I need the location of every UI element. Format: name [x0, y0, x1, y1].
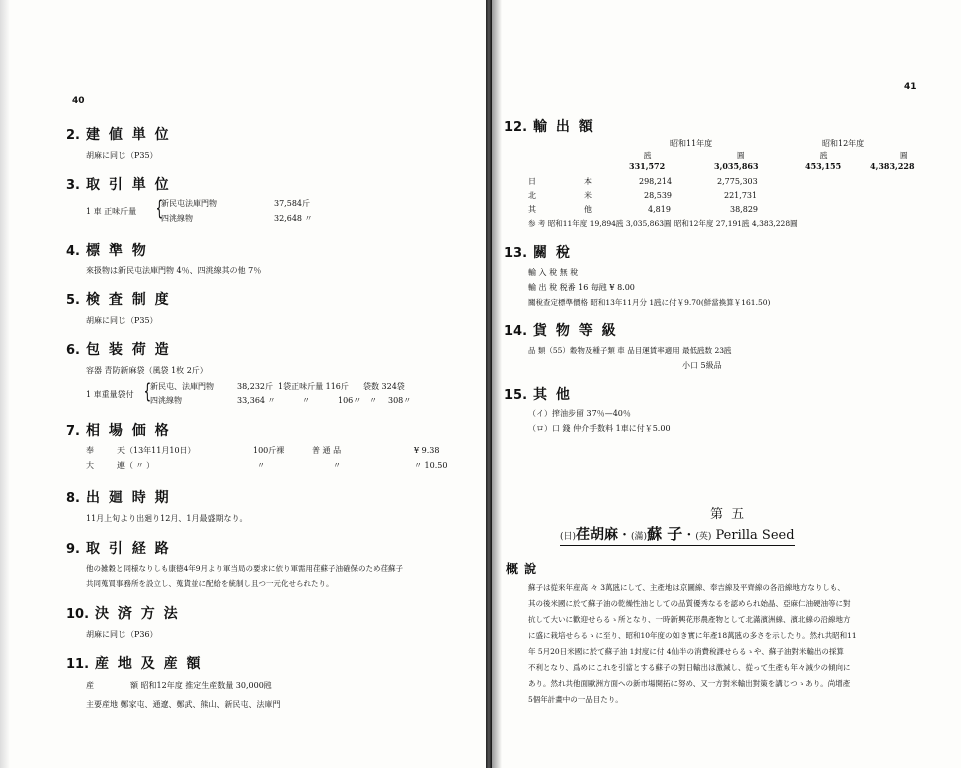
section-text: （イ）搾油步留 37％—40％ — [528, 409, 631, 418]
section-text: 1 車 正味斤量 — [86, 207, 137, 216]
table-cell: 〃 — [302, 396, 310, 405]
column-header: 昭和11年度 — [670, 139, 713, 148]
table-cell: 天（13年11月10日） — [117, 446, 196, 455]
section-text: 胡麻に同じ（P35） — [86, 316, 158, 325]
section-heading-5 — [66, 289, 171, 309]
separator: ・ — [618, 528, 632, 543]
table-cell: 袋数 324袋 — [363, 382, 405, 391]
name-english: Perilla Seed — [715, 528, 795, 543]
section-heading-15 — [504, 384, 572, 404]
table-cell: 2,775,303 — [717, 177, 758, 186]
table-cell: 〃 10.50 — [414, 461, 448, 470]
section-number: 15. — [504, 388, 528, 403]
section-title: 關 稅 — [533, 245, 572, 261]
section-heading-13 — [504, 242, 572, 262]
paragraph-line: 不利となり、爲めにこれを引當とする蘇子の對日輸出は激減し、從って生產も年々減少の傾向に — [528, 663, 851, 672]
table-cell: 日 — [528, 177, 536, 186]
table-cell: 106〃 — [338, 396, 362, 405]
section-number: 12. — [504, 120, 528, 135]
table-cell: 〃 — [369, 396, 377, 405]
table-cell: 新民屯法庫門物 — [161, 199, 217, 208]
section-number: 2. — [66, 128, 80, 143]
paragraph-line: 年 5月20日米國に於て蘇子油 1封度に付 4仙半の消費稅課せらるゝや、蘇子油對米輸出の採算 — [528, 647, 844, 656]
section-heading-10 — [66, 603, 180, 623]
section-title: 貨 物 等 級 — [533, 323, 618, 339]
table-cell: 298,214 — [639, 177, 673, 186]
section-number: 10. — [66, 607, 90, 622]
table-cell: 38,829 — [730, 205, 758, 214]
chapter-number: 第 五 — [710, 507, 747, 522]
table-cell: 〃 — [333, 461, 341, 470]
table-cell: 奉 — [86, 446, 94, 455]
chapter-title — [560, 523, 795, 546]
section-text: 1 車重量袋付 — [86, 390, 134, 399]
section-text: 容器 青防新麻袋（風袋 1枚 2斤） — [86, 366, 208, 375]
section-heading-7 — [66, 420, 171, 440]
section-text: （ロ）口 錢 仲介手数料 1車に付￥5.00 — [528, 424, 671, 433]
section-title: 輸 出 額 — [533, 119, 595, 135]
table-cell: 28,539 — [644, 191, 672, 200]
page-number: 41 — [904, 82, 917, 92]
lang-marker: (日) — [560, 532, 577, 542]
section-text: 共同蒐買事務所を設立し、蒐貨並に配給を統制し且つ一元化せられたり。 — [86, 579, 334, 588]
section-number: 14. — [504, 324, 528, 339]
section-number: 11. — [66, 657, 90, 672]
table-cell: 新民屯、法庫門物 — [150, 382, 214, 391]
page-number: 40 — [72, 96, 85, 106]
section-number: 9. — [66, 542, 80, 557]
table-cell: 其 — [528, 205, 536, 214]
section-text: 小口 5級品 — [682, 361, 722, 370]
section-number: 13. — [504, 246, 528, 261]
table-cell: 〃 — [257, 461, 265, 470]
page-edge-shadow — [492, 0, 502, 768]
lang-marker: (滿) — [631, 532, 648, 542]
section-number: 8. — [66, 491, 80, 506]
section-heading-14 — [504, 320, 618, 340]
section-heading-3 — [66, 174, 171, 194]
table-cell: 大 — [86, 461, 94, 470]
paragraph-line: 蘇子は從來年産高 々 3萬瓲にして、主產地は京圖線、奉吉線及平齊線の各沿線地方なりしも、 — [528, 583, 845, 592]
total-value: 453,155 — [805, 161, 842, 171]
section-heading-9 — [66, 538, 171, 558]
table-cell: 308〃 — [388, 396, 412, 405]
section-title: 取 引 経 路 — [85, 541, 171, 557]
section-title: 決 済 方 法 — [95, 606, 180, 622]
name-manchurian: 蘇 子 — [647, 525, 683, 543]
unit-label: 瓲 — [820, 151, 828, 160]
section-number: 3. — [66, 178, 80, 193]
brace: { — [143, 379, 152, 403]
section-text: 11月上旬より出廻り12月、1月最盛期なり。 — [86, 514, 248, 523]
table-cell: 四洮線物 — [150, 396, 182, 405]
outline-heading: 概 說 — [506, 562, 538, 576]
unit-label: 圓 — [737, 151, 745, 160]
section-title: 取 引 単 位 — [85, 177, 171, 193]
right-page — [492, 0, 961, 768]
section-number: 6. — [66, 343, 80, 358]
table-cell: 四洮線物 — [161, 214, 193, 223]
section-number: 4. — [66, 244, 80, 259]
section-text: 額 昭和12年度 推定生産数量 30,000瓲 — [130, 681, 272, 690]
separator: ・ — [682, 528, 696, 543]
section-text: 主要産地 鄭家屯、通遼、鄭武、熊山、新民屯、法庫門 — [86, 700, 281, 709]
section-text: 關稅查定標準價格 昭和13年11月分 1瓲に付￥9.70(鮮當換算￥161.50) — [528, 298, 771, 307]
paragraph-line: あり。然れ共他面歐洲方面への新市場開拓に努め、又一方對米輸出對策を講じつゝあり。尚增產 — [528, 679, 851, 688]
paragraph-line: 5個年計畫中の一品目たり。 — [528, 695, 623, 704]
section-heading-6 — [66, 339, 171, 359]
section-text: 胡麻に同じ（P36） — [86, 630, 158, 639]
total-value: 331,572 — [629, 161, 666, 171]
table-cell: 普 通 品 — [312, 446, 342, 455]
section-heading-8 — [66, 487, 171, 507]
table-cell: 米 — [584, 191, 592, 200]
table-cell: 32,648 〃 — [274, 214, 313, 223]
table-cell: 33,364 〃 — [237, 396, 276, 405]
section-heading-4 — [66, 240, 148, 260]
column-header: 昭和12年度 — [822, 139, 865, 148]
total-value: 3,035,863 — [714, 161, 759, 171]
section-text: 他の雑穀と同様なりしも康徳4年9月より軍当局の要求に依り軍需用荏蘇子油確保のため荏蘇子 — [86, 564, 404, 573]
section-text: 輸 入 稅 無 稅 — [528, 268, 579, 277]
section-text: 來扱物は新民屯法庫門物 4％、四洮線其の他 7％ — [86, 266, 262, 275]
section-text: 産 — [86, 681, 94, 690]
unit-label: 瓲 — [644, 151, 652, 160]
table-cell: 100斤裸 — [253, 446, 285, 455]
section-text: 輸 出 稅 税番 16 毎瓲 ¥ 8.00 — [528, 283, 635, 292]
section-text: 胡麻に同じ（P35） — [86, 151, 158, 160]
section-title: 産 地 及 産 額 — [95, 656, 203, 672]
table-cell: 221,731 — [724, 191, 758, 200]
table-cell: 1袋正味斤量 116斤 — [278, 382, 349, 391]
section-text: 品 類（55）穀物及種子類 車 品目運賃率適用 最低瓲数 23瓲 — [528, 346, 732, 355]
page-edge-shadow — [0, 0, 10, 768]
section-title: 検 査 制 度 — [85, 292, 171, 308]
table-cell: 37,584斤 — [274, 199, 310, 208]
section-number: 7. — [66, 424, 80, 439]
reference-row: 参 考 昭和11年度 19,894瓲 3,035,863圓 昭和12年度 27,191瓲 4,383,228圓 — [528, 219, 798, 228]
section-title: 標 準 物 — [85, 243, 148, 259]
name-japanese: 荏胡麻 — [576, 527, 619, 543]
table-cell: 他 — [584, 205, 592, 214]
section-number: 5. — [66, 293, 80, 308]
table-cell: 北 — [528, 191, 536, 200]
section-title: 出 廻 時 期 — [85, 490, 171, 506]
brace: { — [155, 196, 164, 220]
section-title: 建 値 単 位 — [85, 127, 171, 143]
paragraph-line: 抗して大いに歡迎せらるゝ所となり、一時新興花形農產物として北滿濱洲線、濱北線の沿線地方 — [528, 615, 851, 624]
section-heading-2 — [66, 124, 171, 144]
total-value: 4,383,228 — [870, 161, 915, 171]
paragraph-line: に盛に栽培せらるゝに至り、昭和10年度の如き實に年產18萬瓲の多さを示したり。然れ共昭和11 — [528, 631, 857, 640]
paragraph-line: 其の後米國に於て蘇子油の乾燥性油としての品質優秀なるを認められ始晶、亞麻仁油硬油等に對 — [528, 599, 851, 608]
table-cell: ¥ 9.38 — [414, 446, 440, 455]
section-heading-12 — [504, 116, 595, 136]
section-title: 相 場 価 格 — [85, 423, 171, 439]
table-cell: 連（ 〃 ） — [117, 461, 155, 470]
unit-label: 圓 — [900, 151, 908, 160]
lang-marker: (英) — [695, 532, 712, 542]
table-cell: 4,819 — [648, 205, 671, 214]
section-title: 其 他 — [533, 387, 572, 403]
table-cell: 本 — [584, 177, 592, 186]
section-heading-11 — [66, 653, 203, 673]
table-cell: 38,232斤 — [237, 382, 273, 391]
section-title: 包 装 荷 造 — [85, 342, 171, 358]
